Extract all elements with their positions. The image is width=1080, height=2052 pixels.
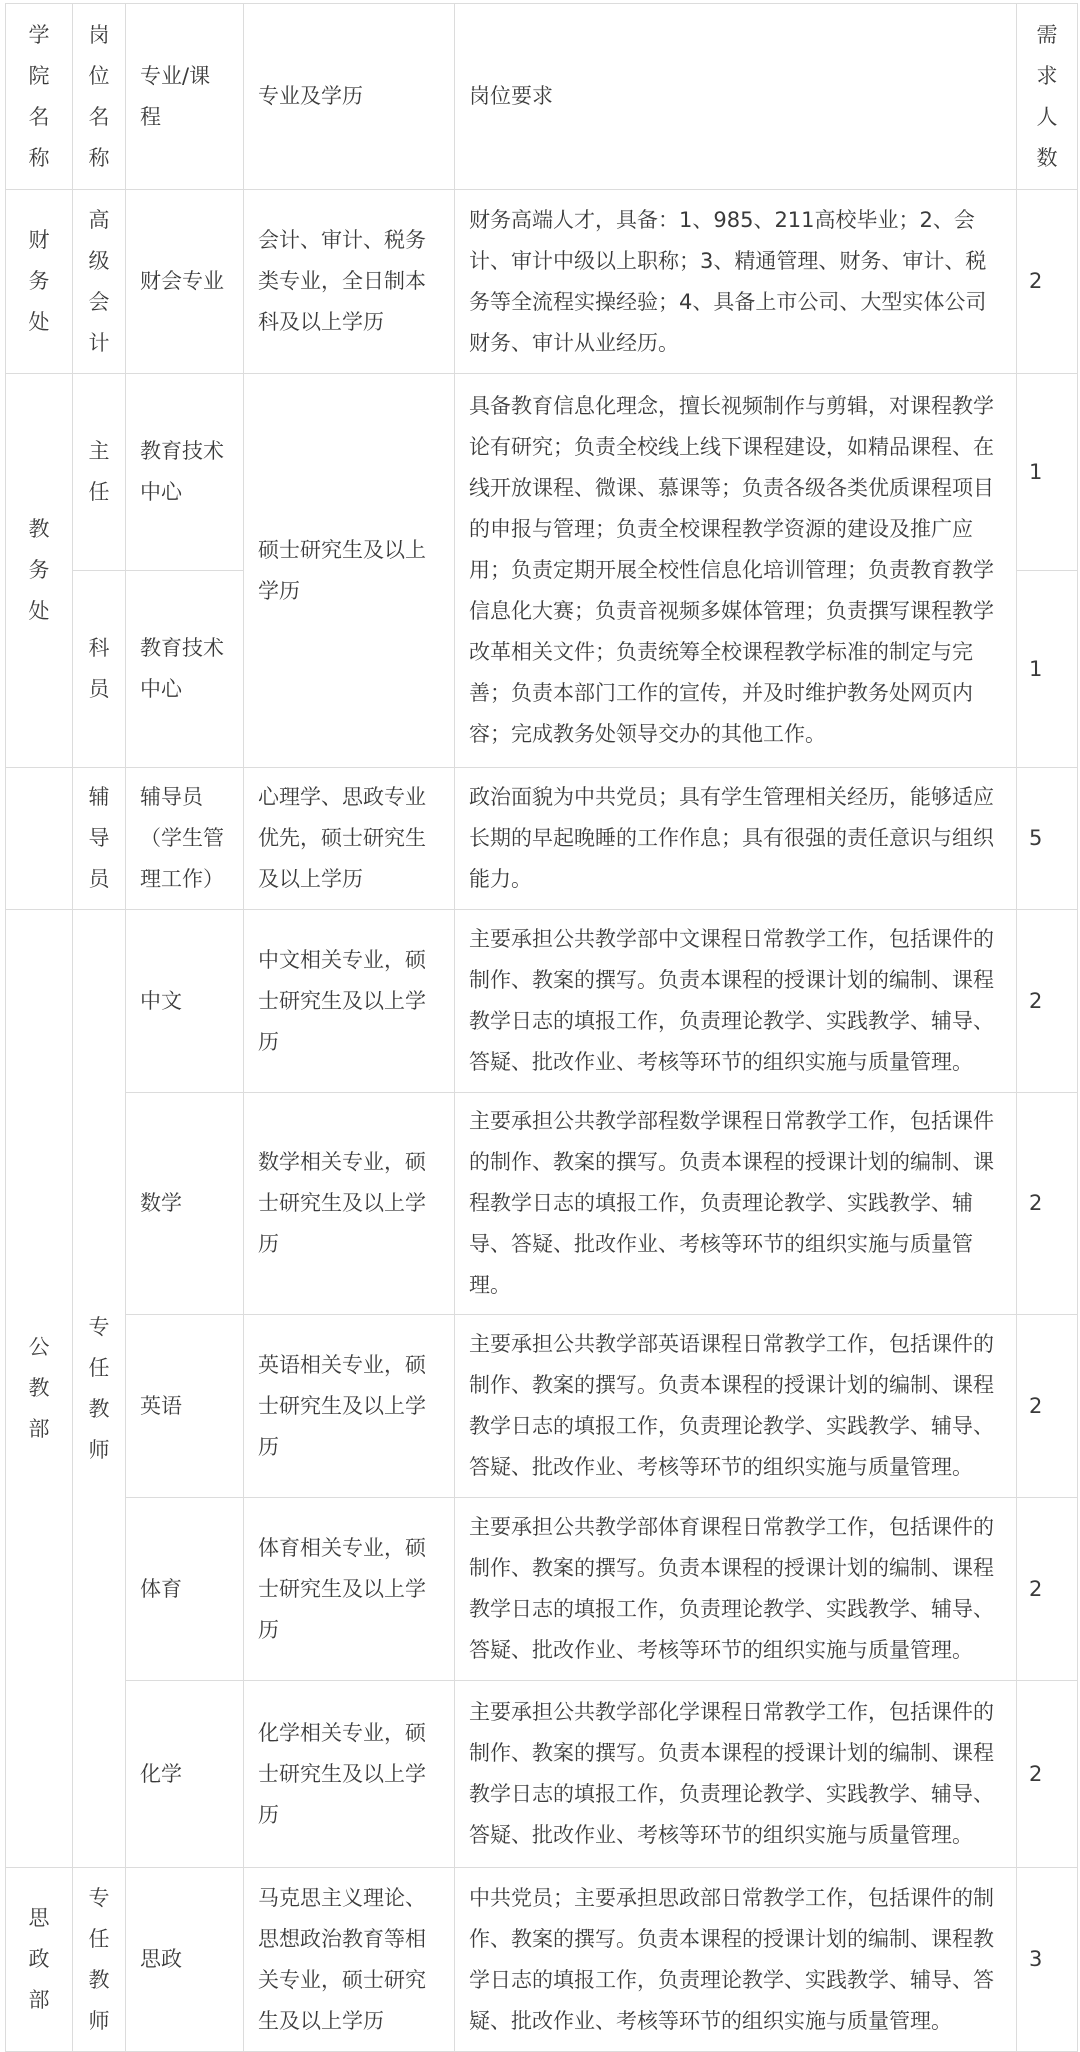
count-cell: 2 [1017,1681,1078,1868]
requirements-cell: 主要承担公共教学部英语课程日常教学工作，包括课件的制作、教案的撰写。负责本课程的授课计划的编制、课程教学日志的填报工作，负责理论教学、实践教学、辅导、答疑、批改作业、考核等环节的组织实施与质量管理。 [455,1315,1017,1498]
table-row [6,910,1078,1093]
header-count: 需求人数 [1017,4,1078,190]
table-row [6,1315,1078,1498]
course-cell: 体育 [126,1498,244,1681]
post-cell: 高级会计 [73,190,126,374]
table-row [6,1093,1078,1315]
course-cell: 辅导员（学生管理工作） [126,768,244,910]
college-cell: 公教部 [6,910,73,1868]
header-major-edu: 专业及学历 [244,4,455,190]
college-cell: 财务处 [6,190,73,374]
count-cell: 2 [1017,1315,1078,1498]
count-cell: 2 [1017,1498,1078,1681]
edu-cell: 会计、审计、税务类专业，全日制本科及以上学历 [244,190,455,374]
count-cell: 1 [1017,571,1078,768]
edu-cell: 马克思主义理论、思想政治教育等相关专业，硕士研究生及以上学历 [244,1868,455,2052]
table-row [6,1681,1078,1868]
course-cell: 化学 [126,1681,244,1868]
course-cell: 英语 [126,1315,244,1498]
table-row [6,190,1078,374]
course-cell: 中文 [126,910,244,1093]
requirements-cell: 政治面貌为中共党员；具有学生管理相关经历，能够适应长期的早起晚睡的工作作息；具有很强的责任意识与组织能力。 [455,768,1017,910]
requirements-cell: 主要承担公共教学部程数学课程日常教学工作，包括课件的制作、教案的撰写。负责本课程的授课计划的编制、课程教学日志的填报工作，负责理论教学、实践教学、辅导、答疑、批改作业、考核等环节的组织实施与质量管理。 [455,1093,1017,1315]
requirements-cell: 主要承担公共教学部中文课程日常教学工作，包括课件的制作、教案的撰写。负责本课程的授课计划的编制、课程教学日志的填报工作，负责理论教学、实践教学、辅导、答疑、批改作业、考核等环节的组织实施与质量管理。 [455,910,1017,1093]
edu-cell: 心理学、思政专业优先，硕士研究生及以上学历 [244,768,455,910]
post-cell: 主任 [73,374,126,571]
table-row [6,1868,1078,2052]
requirements-cell: 主要承担公共教学部化学课程日常教学工作，包括课件的制作、教案的撰写。负责本课程的授课计划的编制、课程教学日志的填报工作，负责理论教学、实践教学、辅导、答疑、批改作业、考核等环节的组织实施与质量管理。 [455,1681,1017,1868]
college-cell [6,768,73,910]
edu-cell: 体育相关专业，硕士研究生及以上学历 [244,1498,455,1681]
edu-cell: 英语相关专业，硕士研究生及以上学历 [244,1315,455,1498]
count-cell: 1 [1017,374,1078,571]
requirements-cell: 中共党员；主要承担思政部日常教学工作，包括课件的制作、教案的撰写。负责本课程的授课计划的编制、课程教学日志的填报工作，负责理论教学、实践教学、辅导、答疑、批改作业、考核等环节的组织实施与质量管理。 [455,1868,1017,2052]
header-requirements: 岗位要求 [455,4,1017,190]
college-cell: 教务处 [6,374,73,768]
edu-cell: 数学相关专业，硕士研究生及以上学历 [244,1093,455,1315]
post-cell: 专任教师 [73,1868,126,2052]
edu-cell: 硕士研究生及以上学历 [244,374,455,768]
requirements-cell: 具备教育信息化理念，擅长视频制作与剪辑，对课程教学论有研究；负责全校线上线下课程建设，如精品课程、在线开放课程、微课、慕课等；负责各级各类优质课程项目的申报与管理；负责全校课程教学资源的建设及推广应用；负责定期开展全校性信息化培训管理；负责教育教学信息化大赛；负责音视频多媒体管理；负责撰写课程教学改革相关文件；负责统筹全校课程教学标准的制定与完善；负责本部门工作的宣传，并及时维护教务处网页内容；完成教务处领导交办的其他工作。 [455,374,1017,768]
recruitment-table [5,3,1078,2052]
count-cell: 2 [1017,910,1078,1093]
header-row [6,4,1078,190]
header-post: 岗位名称 [73,4,126,190]
table-row [6,1498,1078,1681]
table-row [6,374,1078,571]
course-cell: 教育技术中心 [126,374,244,571]
edu-cell: 化学相关专业，硕士研究生及以上学历 [244,1681,455,1868]
course-cell: 财会专业 [126,190,244,374]
count-cell: 5 [1017,768,1078,910]
course-cell: 思政 [126,1868,244,2052]
college-cell: 思政部 [6,1868,73,2052]
header-college: 学院名称 [6,4,73,190]
count-cell: 2 [1017,1093,1078,1315]
count-cell: 2 [1017,190,1078,374]
header-major-course: 专业/课程 [126,4,244,190]
post-cell: 科员 [73,571,126,768]
edu-cell: 中文相关专业，硕士研究生及以上学历 [244,910,455,1093]
course-cell: 教育技术中心 [126,571,244,768]
table-row [6,768,1078,910]
course-cell: 数学 [126,1093,244,1315]
count-cell: 3 [1017,1868,1078,2052]
requirements-cell: 财务高端人才，具备：1、985、211高校毕业；2、会计、审计中级以上职称；3、精通管理、财务、审计、税务等全流程实操经验；4、具备上市公司、大型实体公司财务、审计从业经历。 [455,190,1017,374]
requirements-cell: 主要承担公共教学部体育课程日常教学工作，包括课件的制作、教案的撰写。负责本课程的授课计划的编制、课程教学日志的填报工作，负责理论教学、实践教学、辅导、答疑、批改作业、考核等环节的组织实施与质量管理。 [455,1498,1017,1681]
post-cell: 专任教师 [73,910,126,1868]
post-cell: 辅导员 [73,768,126,910]
